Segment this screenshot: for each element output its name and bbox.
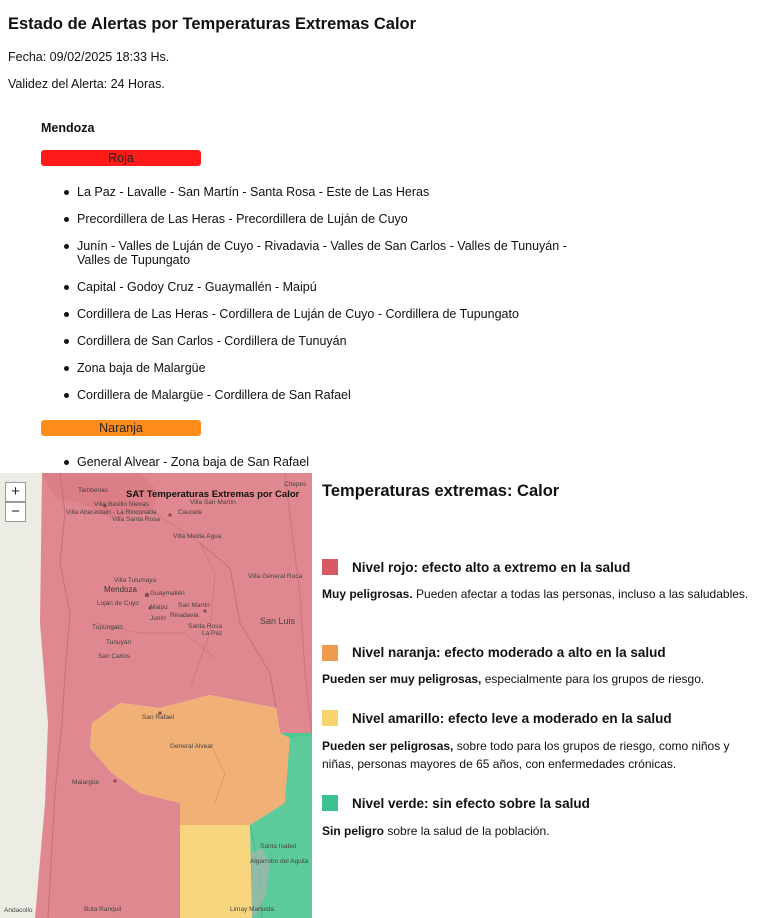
map-title: SAT Temperaturas Extremas por Calor xyxy=(126,489,300,500)
level-desc-naranja xyxy=(322,670,752,688)
map-label: Villa Santa Rosa xyxy=(112,516,160,523)
map-label: Santa Rosa xyxy=(188,623,222,630)
map-label: Tupungato xyxy=(92,624,123,631)
map-label: Caucete xyxy=(178,509,203,516)
map-label: Junín xyxy=(150,615,166,622)
level-desc-text: Pueden afectar a todas las personas, incluso a las saludables. xyxy=(412,587,749,601)
level-desc-text: sobre todo para los grupos de riesgo, como niños y niñas, personas mayores de 65 años, con enfermedades crónicas. xyxy=(322,739,730,771)
level-desc-bold: Pueden ser peligrosas, xyxy=(322,739,454,753)
map-label: Chepes xyxy=(284,481,307,488)
map-label: Tunuyán xyxy=(106,639,132,646)
alert-badge-naranja: Naranja xyxy=(41,420,201,436)
map-label: Buta Ranquil xyxy=(84,906,122,913)
map-label: Villa Aberastain - La Rinconada xyxy=(66,509,157,516)
zone-item: Junín - Valles de Luján de Cuyo - Rivadavia - Valles de San Carlos - Valles de Tunuyán - Valles de Tupungato xyxy=(0,239,597,267)
region-name: Mendoza xyxy=(41,121,95,135)
alert-badge-roja: Roja xyxy=(41,150,201,166)
level-desc-verde xyxy=(322,822,752,840)
alert-map[interactable] xyxy=(0,473,312,918)
zone-item: Cordillera de San Carlos - Cordillera de Tunuyán xyxy=(0,334,597,348)
map-label: San Martín xyxy=(178,602,210,609)
map-label: Guaymallén xyxy=(150,590,185,597)
swatch-rojo xyxy=(322,559,338,575)
map-label: Rivadavia xyxy=(170,612,199,619)
level-desc-text: especialmente para los grupos de riesgo. xyxy=(481,672,705,686)
level-desc-bold: Pueden ser muy peligrosas, xyxy=(322,672,482,686)
map-shapes xyxy=(0,473,312,918)
level-desc-text: sobre la salud de la población. xyxy=(384,824,550,838)
map-label: Algarrobo del Aguila xyxy=(250,858,309,865)
map-label: Villa San Martín xyxy=(190,499,236,506)
map-label: Villa General Roca xyxy=(248,573,303,580)
level-label-verde: Nivel verde: sin efecto sobre la salud xyxy=(352,796,590,811)
map-label: Tamberias xyxy=(78,487,108,494)
map-label: La Paz xyxy=(202,630,223,637)
zoom-in-button[interactable]: + xyxy=(5,482,26,502)
zone-item: Cordillera de Malargüe - Cordillera de San Rafael xyxy=(0,388,597,402)
legend-title: Temperaturas extremas: Calor xyxy=(322,482,560,500)
map-label: General Alvear xyxy=(170,743,213,750)
map-label: San Luis xyxy=(260,616,296,626)
level-desc-amarillo xyxy=(322,737,752,773)
zones-list-naranja xyxy=(0,455,597,469)
map-label: Villa Tulumaya xyxy=(114,577,157,584)
map-label: Luján de Cuyo xyxy=(97,600,139,607)
alert-date: Fecha: 09/02/2025 18:33 Hs. xyxy=(8,50,170,64)
map-label: Mendoza xyxy=(104,585,137,594)
map-label: Villa Media Agua xyxy=(173,533,222,540)
zone-item: Capital - Godoy Cruz - Guaymallén - Maipú xyxy=(0,280,597,294)
level-label-naranja: Nivel naranja: efecto moderado a alto en la salud xyxy=(352,645,666,660)
map-label: Limay Mahuida xyxy=(230,906,275,913)
zone-item: Zona baja de Malargüe xyxy=(0,361,597,375)
zones-list-roja xyxy=(0,185,597,402)
zone-item: Precordillera de Las Heras - Precordillera de Luján de Cuyo xyxy=(0,212,597,226)
map-label: Santa Isabel xyxy=(260,843,297,850)
map-label: Malargüe xyxy=(72,779,100,786)
level-label-rojo: Nivel rojo: efecto alto a extremo en la salud xyxy=(352,560,631,575)
swatch-amarillo xyxy=(322,710,338,726)
level-label-amarillo: Nivel amarillo: efecto leve a moderado en la salud xyxy=(352,711,672,726)
map-label: Andacollo xyxy=(4,907,33,914)
level-desc-rojo xyxy=(322,585,752,603)
map-label: Maipú xyxy=(150,604,168,611)
map-label: San Rafael xyxy=(142,714,175,721)
level-desc-bold: Muy peligrosas. xyxy=(322,587,413,601)
swatch-verde xyxy=(322,795,338,811)
level-desc-bold: Sin peligro xyxy=(322,824,385,838)
map-label: Villa Basilio Nievas xyxy=(94,501,149,508)
zone-item: General Alvear - Zona baja de San Rafael xyxy=(0,455,597,469)
zone-item: La Paz - Lavalle - San Martín - Santa Rosa - Este de Las Heras xyxy=(0,185,597,199)
alert-validity: Validez del Alerta: 24 Horas. xyxy=(8,77,165,91)
zone-item: Cordillera de Las Heras - Cordillera de Luján de Cuyo - Cordillera de Tupungato xyxy=(0,307,597,321)
swatch-naranja xyxy=(322,645,338,661)
page-title: Estado de Alertas por Temperaturas Extremas Calor xyxy=(8,15,417,33)
zoom-out-button[interactable]: − xyxy=(5,502,26,522)
map-label: San Carlos xyxy=(98,653,131,660)
